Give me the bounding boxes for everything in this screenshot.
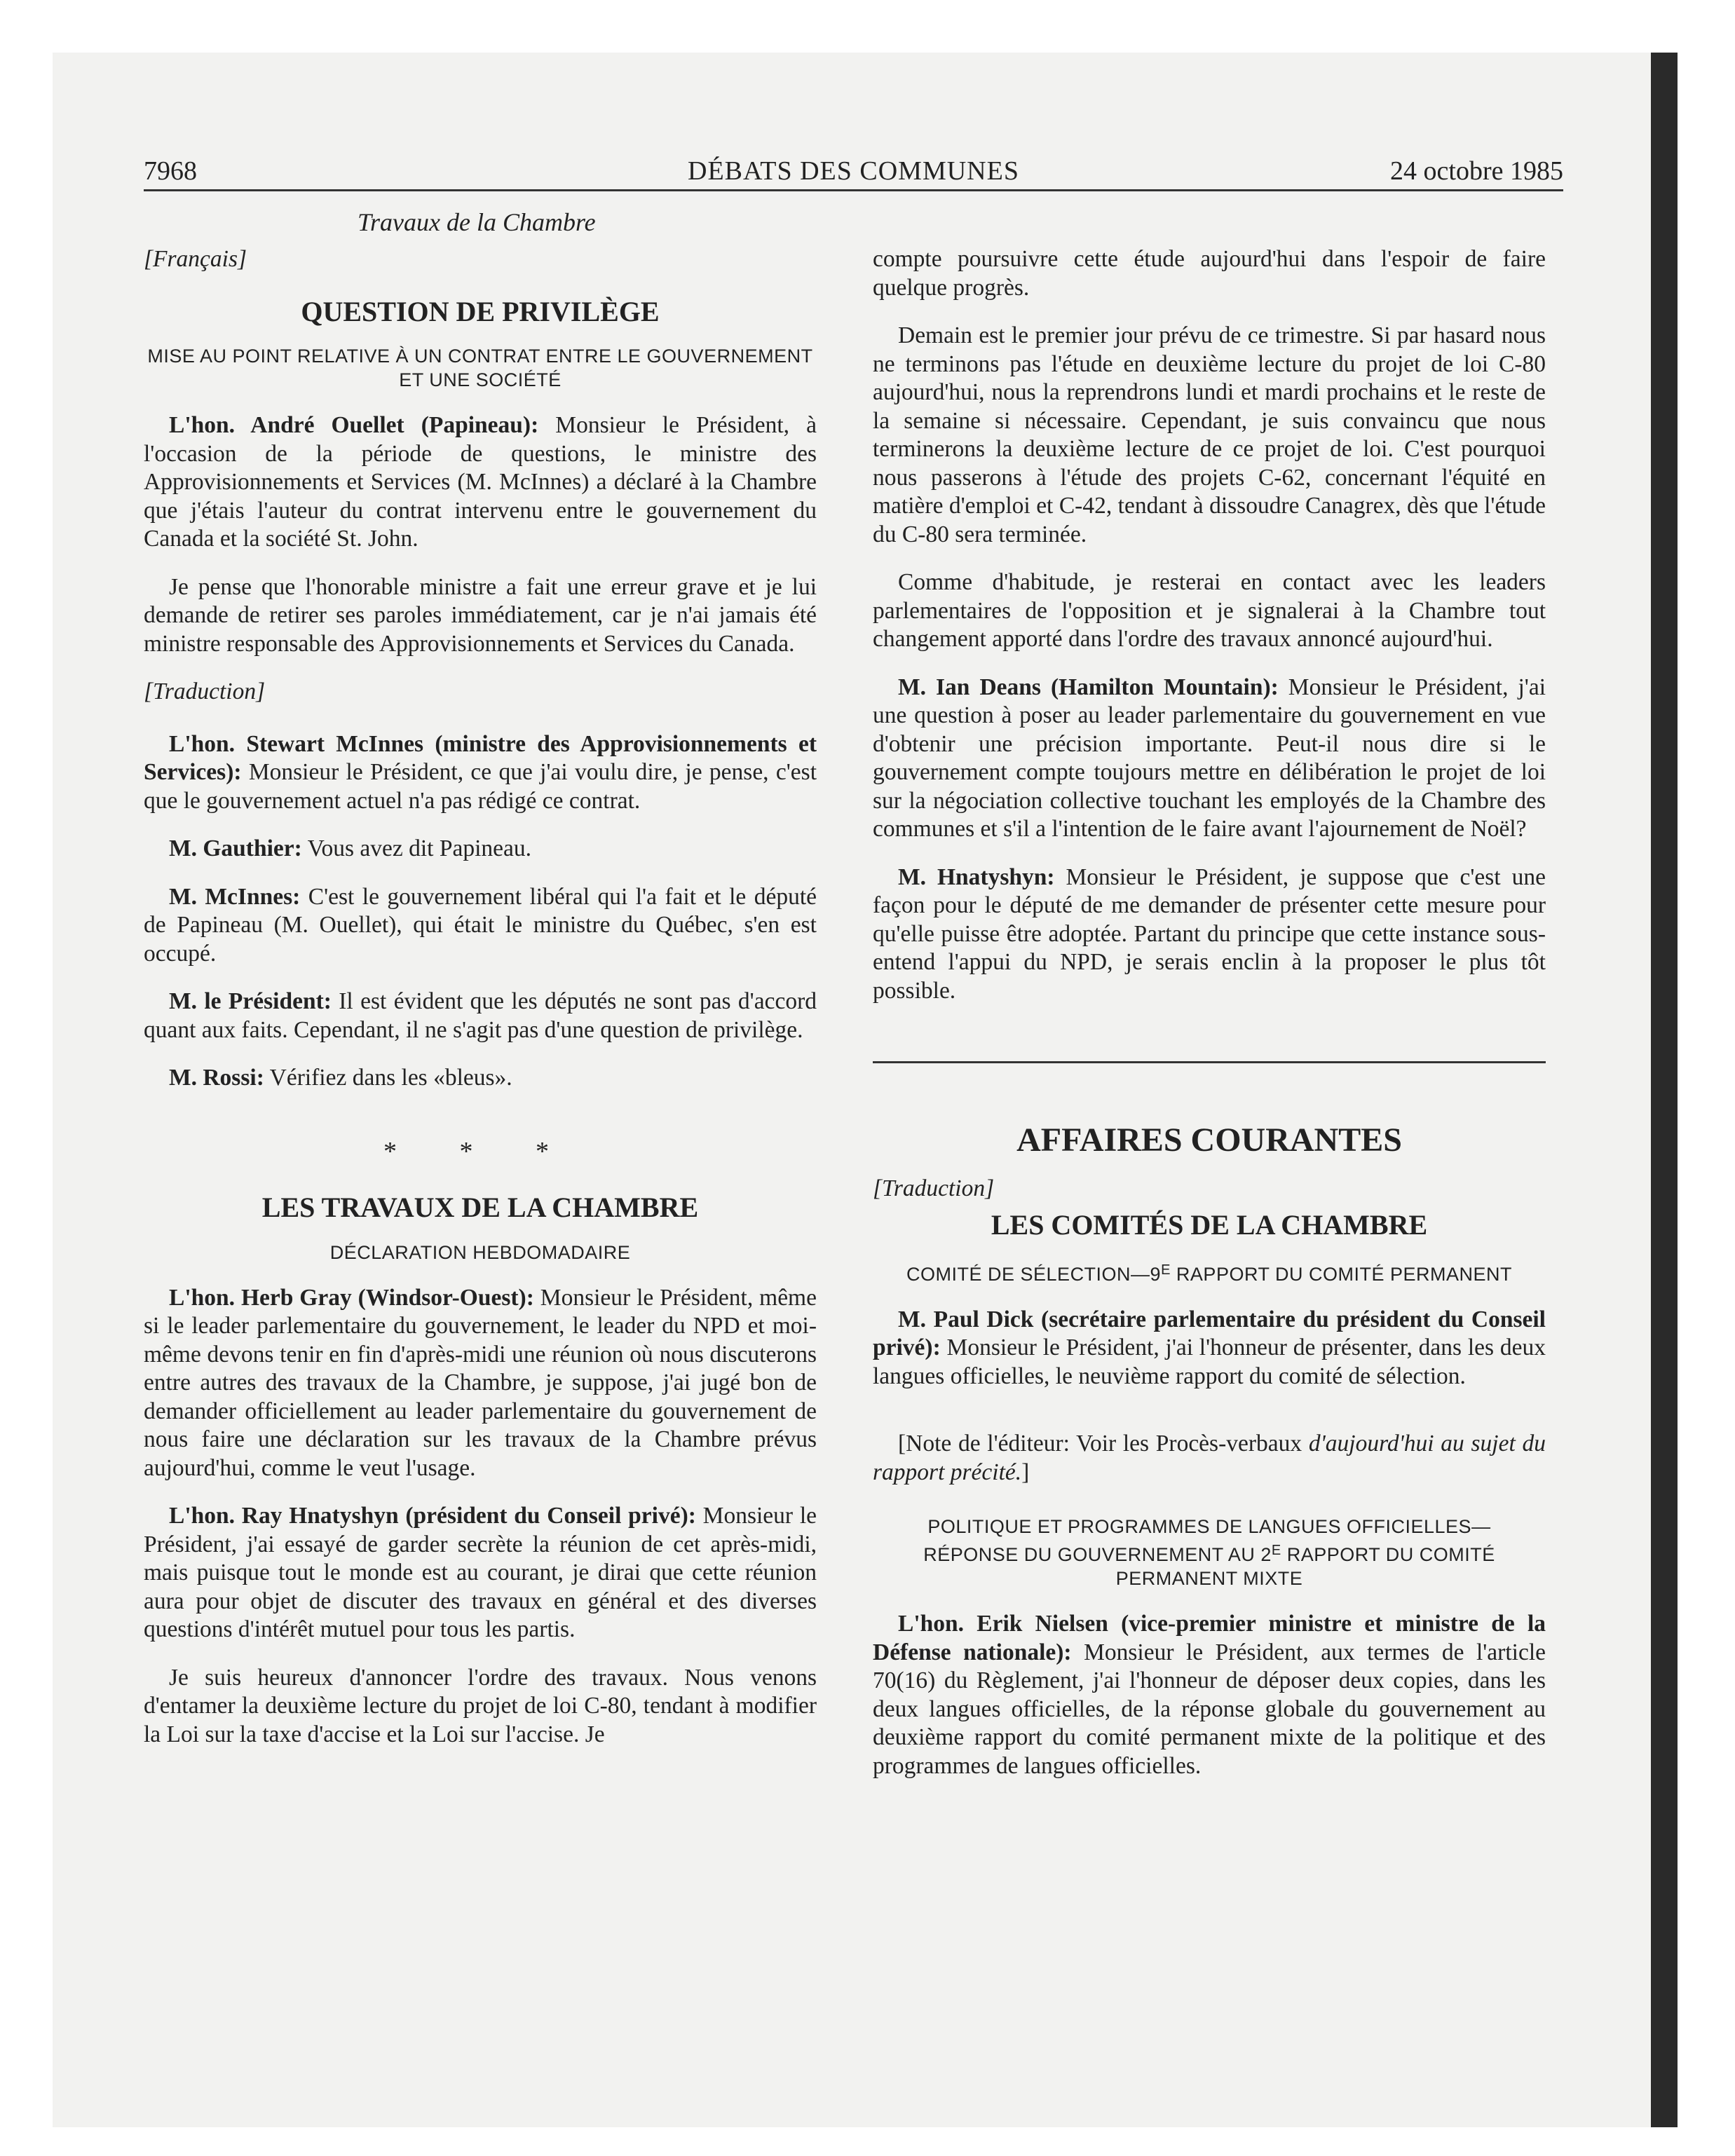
speaker-name: M. Rossi: bbox=[169, 1065, 264, 1091]
speech-text: Monsieur le Président, j'ai essayé de garder secrète la réunion de cet après-midi, mais puisque tout le monde est au courant, je dirai que cette réunion aura pour objet de discuter des travaux en général et des diverses questions d'intérêt mutuel pour tous les partis. bbox=[144, 1503, 817, 1642]
speech-text: Vérifiez dans les «bleus». bbox=[264, 1065, 512, 1091]
speech-paragraph: Comme d'habitude, je resterai en contact avec les leaders parlementaires de l'opposition et je signalerai à la Chambre tout changement apporté dans l'ordre des travaux annoncé aujourd'hui. bbox=[873, 569, 1546, 652]
speech-paragraph bbox=[873, 674, 1546, 844]
scan-edge-shadow bbox=[1651, 53, 1678, 2127]
speech-text: Monsieur le Président, aux termes de l'article 70(16) du Règlement, j'ai l'honneur de déposer deux copies, dans les deux langues officielles, de la réponse globale du gouvernement au deuxième rapport du comité permanent mixte de la politique et des programmes de langues officielles. bbox=[873, 1639, 1546, 1779]
language-label: [Traduction] bbox=[144, 678, 266, 704]
speaker-name: M. Gauthier: bbox=[169, 835, 302, 861]
section-subheading: DÉCLARATION HEBDOMADAIRE bbox=[329, 1241, 631, 1263]
speech-text: Monsieur le Président, j'ai l'honneur de présenter, dans les deux langues officielles, le neuvième rapport du comité de sélection. bbox=[873, 1335, 1546, 1389]
section-heading: QUESTION DE PRIVILÈGE bbox=[301, 295, 660, 327]
speech-paragraph: Je suis heureux d'annoncer l'ordre des travaux. Nous venons d'entamer la deuxième lecture du projet de loi C-80, tendant à modifier la Loi sur la taxe d'accise et la Loi sur l'accise. Je bbox=[144, 1664, 817, 1747]
speech-paragraph: compte poursuivre cette étude aujourd'hui dans l'espoir de faire quelque progrès. bbox=[873, 246, 1546, 301]
speaker-name: M. Paul Dick (secrétaire parlementaire du président du Conseil privé): bbox=[873, 1306, 1546, 1360]
speech-text: Monsieur le Président, à l'occasion de la période de questions, le ministre des Approvisionnements et Services (M. McInnes) a déclaré à la Chambre que j'étais l'auteur du contrat intervenu entre le gouvernement du Canada et la société St. John. bbox=[144, 412, 817, 552]
editor-note: [Note de l'éditeur: Voir les Procès-verbaux d'aujourd'hui au sujet du rapport précité.] bbox=[873, 1431, 1546, 1485]
speech-text: Monsieur le Président, je suppose que c'est une façon pour le député de me demander de présenter cette mesure pour qu'elle puisse être adoptée. Partant du principe que cette instance sous-entend l'appui du NPD, je serais enclin à la proposer le plus tôt possible. bbox=[873, 864, 1546, 1004]
speech-paragraph: Demain est le premier jour prévu de ce trimestre. Si par hasard nous ne terminons pas l'étude en deuxième lecture du projet de loi C-80 aujourd'hui, nous la reprendrons lundi et mardi prochains et le reste de la semaine si nécessaire. Cependant, je suis convaincu que nous terminerons la deuxième lecture de ce projet de loi. C'est pourquoi nous passerons à l'étude des projets C-62, concernant l'équité en matière d'emploi et C-42, tendant à dissoudre Canagrex, dès que l'étude du C-80 sera terminée. bbox=[873, 322, 1546, 547]
speech-paragraph bbox=[144, 411, 817, 554]
speaker-name: L'hon. Herb Gray (Windsor-Ouest): bbox=[169, 1284, 534, 1311]
speaker-name: M. McInnes: bbox=[169, 883, 301, 910]
language-label: [Français] bbox=[144, 246, 247, 272]
publication-date: 24 octobre 1985 bbox=[1390, 156, 1563, 186]
speech-text: Monsieur le Président, j'ai une question à poser au leader parlementaire du gouvernement en vue d'obtenir une précision importante. Peut-il nous dire si le gouvernement compte toujours mettre en délibération le projet de loi sur la négociation collective touchant les employés de la Chambre des communes et s'il a l'intention de le faire avant l'ajournement de Noël? bbox=[873, 674, 1546, 842]
speaker-name: M. Hnatyshyn: bbox=[898, 864, 1055, 890]
section-subheading: MISE AU POINT RELATIVE À UN CONTRAT ENTRE LE GOUVERNEMENT ET UNE SOCIÉTÉ bbox=[147, 346, 813, 390]
speech-text: C'est le gouvernement libéral qui l'a fait et le député de Papineau (M. Ouellet), qui était le ministre du Québec, s'en est occupé. bbox=[144, 883, 817, 967]
speech-paragraph: Je pense que l'honorable ministre a fait une erreur grave et je lui demande de retirer ses paroles immédiatement, car je n'ai jamais été ministre responsable des Approvisionnements et Services du Canada. bbox=[144, 573, 817, 657]
section-heading: AFFAIRES COURANTES bbox=[1016, 1121, 1402, 1159]
language-label: [Traduction] bbox=[873, 1175, 995, 1201]
speech-paragraph bbox=[873, 864, 1546, 1006]
speaker-name: M. Ian Deans (Hamilton Mountain): bbox=[898, 674, 1279, 700]
publication-title: DÉBATS DES COMMUNES bbox=[688, 156, 1019, 186]
speaker-name: L'hon. André Ouellet (Papineau): bbox=[169, 412, 539, 438]
speech-paragraph bbox=[144, 1064, 817, 1093]
speech-paragraph bbox=[144, 883, 817, 969]
running-head: Travaux de la Chambre bbox=[358, 208, 596, 236]
page-number: 7968 bbox=[144, 156, 197, 186]
section-heading: LES TRAVAUX DE LA CHAMBRE bbox=[261, 1192, 699, 1223]
right-column bbox=[873, 245, 1546, 1800]
speech-paragraph bbox=[144, 730, 817, 816]
speech-text: Il est évident que les députés ne sont pas d'accord quant aux faits. Cependant, il ne s'agit pas d'une question de privilège. bbox=[144, 988, 817, 1043]
speech-text: Monsieur le Président, même si le leader parlementaire du gouvernement, le leader du NPD et moi-même devons tenir en fin d'après-midi une réunion où nous discuterons entre autres des travaux de la Chambre, je suppose, j'ai jugé bon de demander officiellement au leader parlementaire du gouvernement de nous faire une déclaration sur les travaux de la Chambre prévus aujourd'hui, comme le veut l'usage. bbox=[144, 1284, 817, 1481]
speech-paragraph bbox=[873, 1306, 1546, 1391]
speech-text: Vous avez dit Papineau. bbox=[301, 835, 531, 861]
speech-paragraph bbox=[144, 835, 817, 864]
speech-paragraph bbox=[873, 1610, 1546, 1780]
speech-paragraph bbox=[144, 988, 817, 1044]
speech-paragraph bbox=[144, 1284, 817, 1483]
speech-paragraph bbox=[144, 1502, 817, 1644]
section-heading: LES COMITÉS DE LA CHAMBRE bbox=[991, 1209, 1428, 1241]
speaker-name: M. le Président: bbox=[169, 988, 332, 1014]
left-column bbox=[144, 245, 817, 1768]
horizontal-rule bbox=[873, 1061, 1546, 1063]
speech-text: Monsieur le Président, ce que j'ai voulu dire, je pense, c'est que le gouvernement actuel n'a pas rédigé ce contrat. bbox=[144, 759, 817, 814]
section-subheading: COMITÉ DE $SÉLECTION—9^E$ RAPPORT DU COMITÉ PERMANENT bbox=[906, 1262, 1512, 1285]
speaker-name: L'hon. Stewart McInnes (ministre des Approvisionnements et Services): bbox=[144, 730, 817, 785]
speaker-name: L'hon. Ray Hnatyshyn (président du Conseil privé): bbox=[169, 1503, 696, 1529]
section-separator: * * * bbox=[383, 1136, 577, 1166]
speaker-name: L'hon. Erik Nielsen (vice-premier ministre et ministre de la Défense nationale): bbox=[873, 1611, 1546, 1665]
page-header bbox=[144, 153, 1563, 191]
section-subheading: POLITIQUE ET PROGRAMMES DE LANGUES OFFICIELLES— RÉPONSE DU GOUVERNEMENT AU $2^E$ RAPPORT DU COMITÉ PERMANENT MIXTE bbox=[923, 1516, 1495, 1589]
